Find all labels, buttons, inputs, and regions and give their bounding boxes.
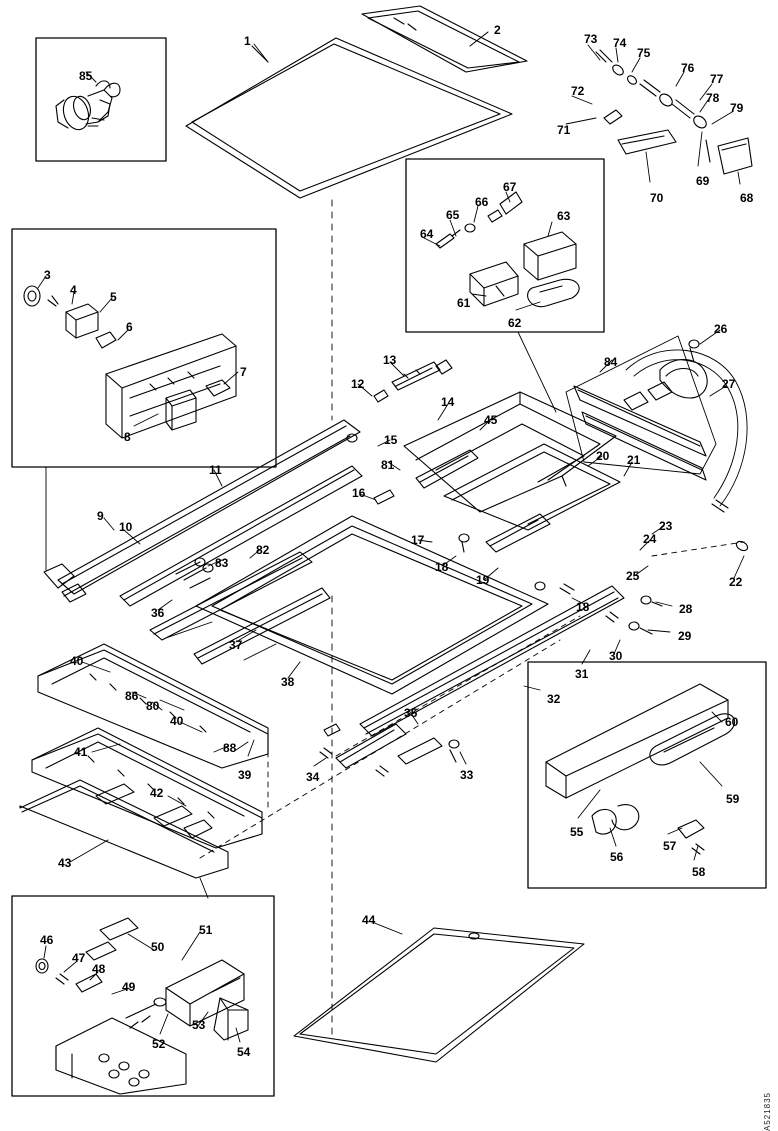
callout-52: 52 xyxy=(152,1037,166,1051)
callout-40: 40 xyxy=(70,654,84,668)
callout-23: 23 xyxy=(659,519,673,533)
callout-63: 63 xyxy=(557,209,571,223)
callout-49: 49 xyxy=(122,980,136,994)
callout-13: 13 xyxy=(383,353,397,367)
callout-11: 11 xyxy=(209,463,222,477)
callout-71: 71 xyxy=(557,123,571,137)
callout-53: 53 xyxy=(192,1018,206,1032)
callout-59: 59 xyxy=(726,792,740,806)
callout-82: 82 xyxy=(256,543,270,557)
callout-48: 48 xyxy=(92,962,106,976)
callout-60: 60 xyxy=(725,715,739,729)
callout-80: 80 xyxy=(146,699,160,713)
callout-31: 31 xyxy=(575,667,589,681)
callout-67: 67 xyxy=(503,180,517,194)
callout-77: 77 xyxy=(710,72,724,86)
callout-83: 83 xyxy=(215,556,229,570)
callout-20: 20 xyxy=(596,449,610,463)
callout-5: 5 xyxy=(110,290,117,304)
callout-32: 32 xyxy=(547,692,561,706)
callout-69: 69 xyxy=(696,174,710,188)
callout-79: 79 xyxy=(730,101,744,115)
callout-66: 66 xyxy=(475,195,489,209)
callout-2: 2 xyxy=(494,23,501,37)
callout-29: 29 xyxy=(678,629,692,643)
callout-12: 12 xyxy=(351,377,365,391)
callout-55: 55 xyxy=(570,825,584,839)
callout-78: 78 xyxy=(706,91,720,105)
callout-8: 8 xyxy=(124,430,131,444)
callout-76: 76 xyxy=(681,61,695,75)
callout-16: 16 xyxy=(352,486,366,500)
callout-4: 4 xyxy=(70,283,77,297)
callout-33: 33 xyxy=(460,768,474,782)
callout-56: 56 xyxy=(610,850,624,864)
callout-38: 38 xyxy=(281,675,295,689)
callout-88: 88 xyxy=(223,741,237,755)
callout-28: 28 xyxy=(679,602,693,616)
callout-81: 81 xyxy=(381,458,395,472)
callout-41: 41 xyxy=(74,745,88,759)
callout-10: 10 xyxy=(119,520,133,534)
callout-61: 61 xyxy=(457,296,471,310)
callout-21: 21 xyxy=(627,453,641,467)
callout-19: 19 xyxy=(476,573,490,587)
callout-24: 24 xyxy=(643,532,657,546)
callout-3: 3 xyxy=(44,268,51,282)
callout-34: 34 xyxy=(306,770,320,784)
callout-64: 64 xyxy=(420,227,434,241)
callout-26: 26 xyxy=(714,322,728,336)
callout-18: 18 xyxy=(576,600,590,614)
callout-46: 46 xyxy=(40,933,54,947)
callout-27: 27 xyxy=(722,377,736,391)
callout-1: 1 xyxy=(244,34,251,48)
callout-40: 40 xyxy=(170,714,184,728)
callout-45: 45 xyxy=(484,413,498,427)
callout-25: 25 xyxy=(626,569,640,583)
callout-75: 75 xyxy=(637,46,651,60)
callout-86: 86 xyxy=(125,689,139,703)
drawing-code: A521835 xyxy=(763,1092,772,1131)
callout-17: 17 xyxy=(411,533,425,547)
callout-44: 44 xyxy=(362,913,376,927)
callout-84: 84 xyxy=(604,355,618,369)
callout-9: 9 xyxy=(97,509,104,523)
callout-51: 51 xyxy=(199,923,213,937)
callout-7: 7 xyxy=(240,365,247,379)
callout-43: 43 xyxy=(58,856,72,870)
callout-74: 74 xyxy=(613,36,627,50)
callout-65: 65 xyxy=(446,208,460,222)
callout-68: 68 xyxy=(740,191,754,205)
callout-58: 58 xyxy=(692,865,706,879)
callout-47: 47 xyxy=(72,951,86,965)
callout-39: 39 xyxy=(238,768,252,782)
callout-30: 30 xyxy=(609,649,623,663)
callout-15: 15 xyxy=(384,433,398,447)
callout-37: 37 xyxy=(229,638,243,652)
callout-73: 73 xyxy=(584,32,598,46)
callout-70: 70 xyxy=(650,191,664,205)
callout-72: 72 xyxy=(571,84,585,98)
callout-50: 50 xyxy=(151,940,165,954)
callout-42: 42 xyxy=(150,786,164,800)
callout-57: 57 xyxy=(663,839,677,853)
callout-62: 62 xyxy=(508,316,522,330)
callout-54: 54 xyxy=(237,1045,251,1059)
callout-36: 36 xyxy=(151,606,165,620)
callout-35: 35 xyxy=(404,706,418,720)
callout-22: 22 xyxy=(729,575,743,589)
callout-14: 14 xyxy=(441,395,455,409)
callout-85: 85 xyxy=(79,69,93,83)
callout-18: 18 xyxy=(435,560,449,574)
callout-6: 6 xyxy=(126,320,133,334)
